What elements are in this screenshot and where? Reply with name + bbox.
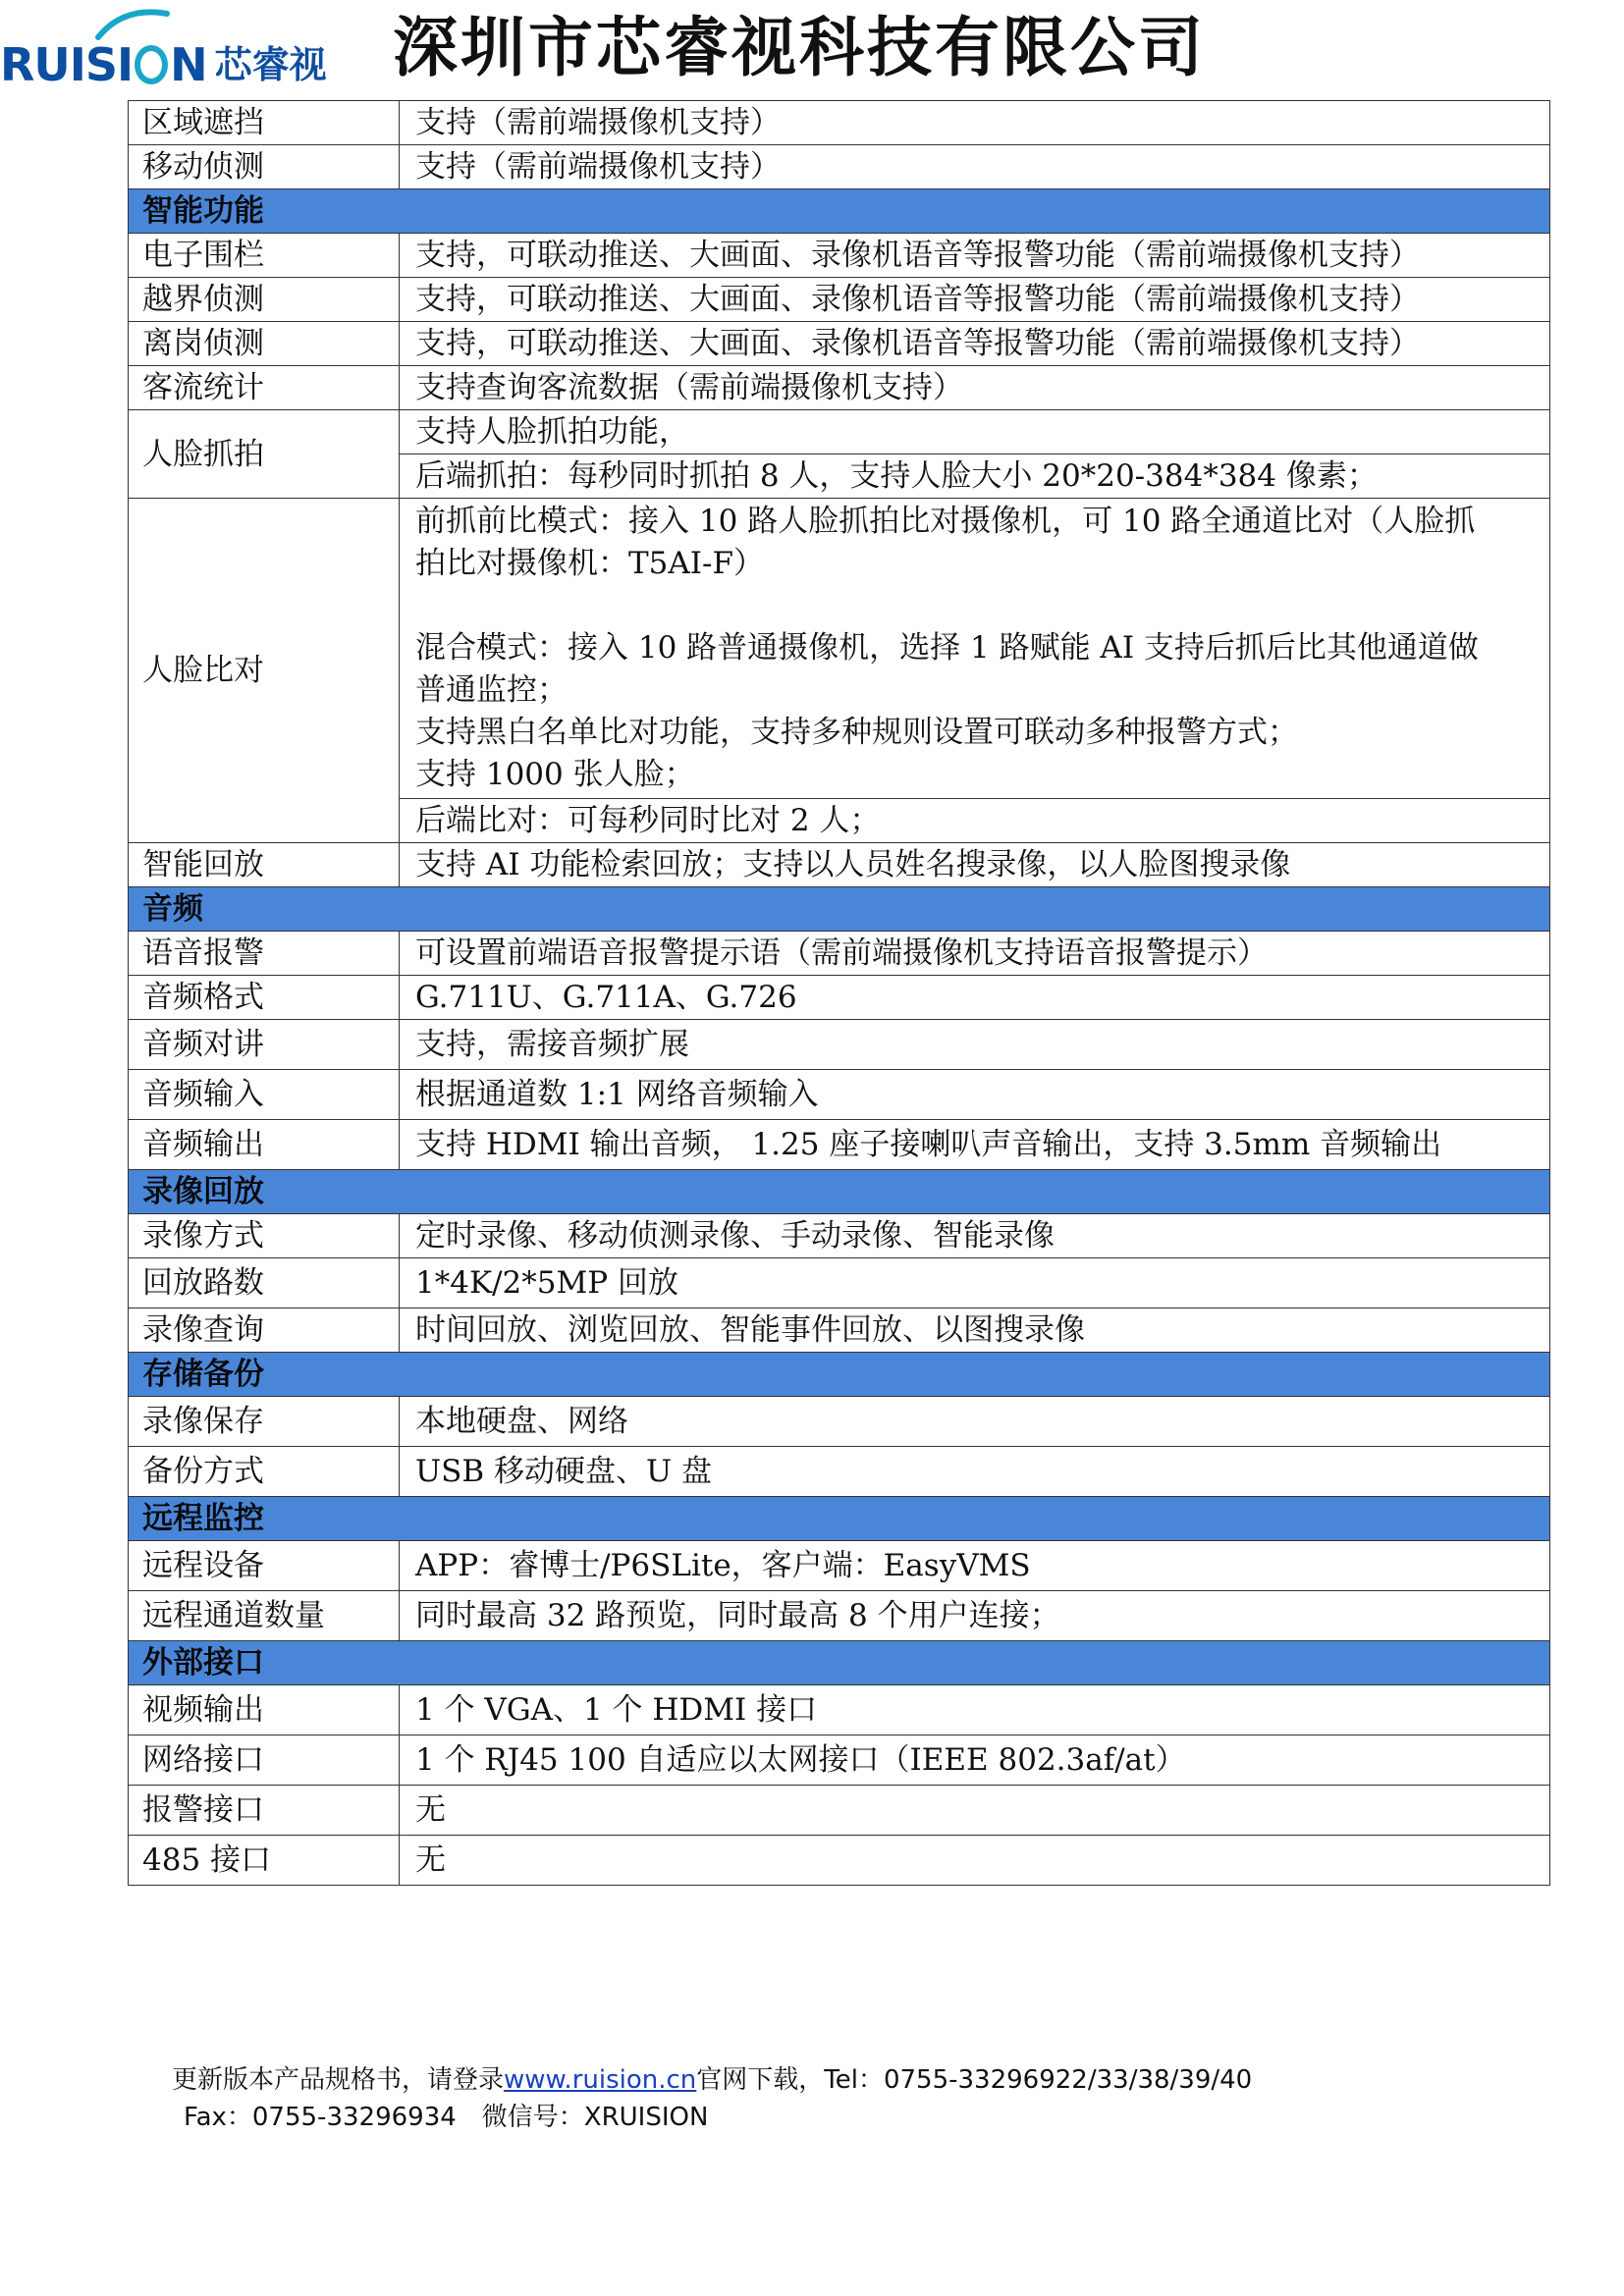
row-value: 无 [400,1836,1550,1886]
row-value: 支持查询客流数据（需前端摄像机支持） [400,366,1550,410]
table-row [129,932,1550,976]
compare-mode-line: 前抓前比模式：接入 10 路人脸抓拍比对摄像机，可 10 路全通道比对（人脸抓 [415,504,1476,539]
face-capture-group [129,410,1550,499]
row-value: 定时录像、移动侦测录像、手动录像、智能录像 [400,1214,1550,1258]
table-row [129,1397,1550,1447]
section-header [129,1170,1550,1214]
spec-table [128,100,1550,1886]
row-value: G.711U、G.711A、G.726 [400,976,1550,1020]
table-row [129,1258,1550,1308]
section-header [129,1497,1550,1541]
table-row [129,322,1550,366]
row-label: 音频对讲 [129,1020,400,1070]
table-row [129,278,1550,322]
table-row [129,976,1550,1020]
row-value: 可设置前端语音报警提示语（需前端摄像机支持语音报警提示） [400,932,1550,976]
row-label: 离岗侦测 [129,322,400,366]
row-value: 同时最高 32 路预览，同时最高 8 个用户连接； [400,1591,1550,1641]
row-value: 本地硬盘、网络 [400,1397,1550,1447]
row-label: 客流统计 [129,366,400,410]
footer-line-1: 更新版本产品规格书，请登录www.ruision.cn官网下载，Tel：0755-33296922/33/38/39/40 [172,2065,1253,2095]
compare-mode-line: 支持黑白名单比对功能，支持多种规则设置可联动多种报警方式； [415,715,1298,750]
table-row [129,1447,1550,1497]
row-value: 1 个 RJ45 100 自适应以太网接口（IEEE 802.3af/at） [400,1735,1550,1786]
row-label: 录像查询 [129,1308,400,1353]
section-header [129,1353,1550,1397]
row-value: 1*4K/2*5MP 回放 [400,1258,1550,1308]
row-value: 支持，可联动推送、大画面、录像机语音等报警功能（需前端摄像机支持） [400,234,1550,278]
logo-text-cn: 芯睿视 [214,43,327,86]
section-title: 录像回放 [129,1170,1550,1214]
section-header [129,189,1550,234]
row-label: 音频输入 [129,1070,400,1120]
table-row [129,234,1550,278]
row-label: 485 接口 [129,1836,400,1886]
row-value: 支持（需前端摄像机支持） [400,145,1550,189]
row-value: 无 [400,1786,1550,1836]
row-label: 智能回放 [129,843,400,887]
table-row [129,499,1550,799]
row-value: 时间回放、浏览回放、智能事件回放、以图搜录像 [400,1308,1550,1353]
row-value: 根据通道数 1:1 网络音频输入 [400,1070,1550,1120]
row-label: 语音报警 [129,932,400,976]
table-row [129,1836,1550,1886]
website-link[interactable]: www.ruision.cn [504,2065,697,2095]
row-value: 支持，需接音频扩展 [400,1020,1550,1070]
table-row [129,1786,1550,1836]
section-title: 远程监控 [129,1497,1550,1541]
row-label: 移动侦测 [129,145,400,189]
compare-mode-line: 拍比对摄像机：T5AI-F） [415,546,765,581]
row-label: 录像方式 [129,1214,400,1258]
section-title: 智能功能 [129,189,1550,234]
face-compare-group [129,499,1550,843]
row-label: 录像保存 [129,1397,400,1447]
company-name: 深圳市芯睿视科技有限公司 [393,9,1206,85]
row-label: 回放路数 [129,1258,400,1308]
row-value: 支持 HDMI 输出音频， 1.25 座子接喇叭声音输出，支持 3.5mm 音频输出 [400,1120,1550,1170]
page-header [0,0,1624,98]
table-row [129,1685,1550,1735]
compare-mode-line: 混合模式：接入 10 路普通摄像机，选择 1 路赋能 AI 支持后抓后比其他通道做 [415,630,1479,666]
row-label: 音频格式 [129,976,400,1020]
table-row [129,1214,1550,1258]
table-row [129,1735,1550,1786]
row-value: 支持，可联动推送、大画面、录像机语音等报警功能（需前端摄像机支持） [400,278,1550,322]
row-label: 远程通道数量 [129,1591,400,1641]
section-title: 外部接口 [129,1641,1550,1685]
row-value: 支持，可联动推送、大画面、录像机语音等报警功能（需前端摄像机支持） [400,322,1550,366]
footer-line-2: Fax：0755-33296934 微信号：XRUISION [184,2103,709,2132]
compare-mode-line: 普通监控； [415,672,568,708]
row-value: 1 个 VGA、1 个 HDMI 接口 [400,1685,1550,1735]
row-label: 远程设备 [129,1541,400,1591]
row-label: 电子围栏 [129,234,400,278]
table-row [129,1020,1550,1070]
row-value: 后端抓拍：每秒同时抓拍 8 人，支持人脸大小 20*20-384*384 像素； [400,454,1550,499]
row-label: 报警接口 [129,1786,400,1836]
table-row [129,843,1550,887]
row-value [400,499,1550,799]
compare-mode-line: 支持 1000 张人脸； [415,757,695,792]
row-label: 越界侦测 [129,278,400,322]
row-label: 区域遮挡 [129,101,400,145]
table-row [129,1541,1550,1591]
row-label: 音频输出 [129,1120,400,1170]
logo-o-ring-icon [135,45,168,84]
section-header [129,887,1550,932]
table-row [129,1120,1550,1170]
table-row [129,410,1550,454]
row-value: 支持（需前端摄像机支持） [400,101,1550,145]
row-label: 人脸抓拍 [129,410,400,499]
row-value: 支持 AI 功能检索回放；支持以人员姓名搜录像，以人脸图搜录像 [400,843,1550,887]
row-label: 人脸比对 [129,499,400,843]
company-logo [0,26,327,104]
row-label: 备份方式 [129,1447,400,1497]
table-row [129,1308,1550,1353]
table-row [129,145,1550,189]
table-row [129,1591,1550,1641]
row-value: 支持人脸抓拍功能， [400,410,1550,454]
row-label: 网络接口 [129,1735,400,1786]
table-row [129,1070,1550,1120]
section-title: 音频 [129,887,1550,932]
table-row [129,101,1550,145]
row-value: 后端比对：可每秒同时比对 2 人； [400,799,1550,843]
row-value: USB 移动硬盘、U 盘 [400,1447,1550,1497]
section-title: 存储备份 [129,1353,1550,1397]
page-footer [172,2061,1252,2136]
table-row [129,366,1550,410]
section-header [129,1641,1550,1685]
logo-text-en: RUISI N [0,37,207,91]
row-value: APP：睿博士/P6SLite，客户端：EasyVMS [400,1541,1550,1591]
row-label: 视频输出 [129,1685,400,1735]
